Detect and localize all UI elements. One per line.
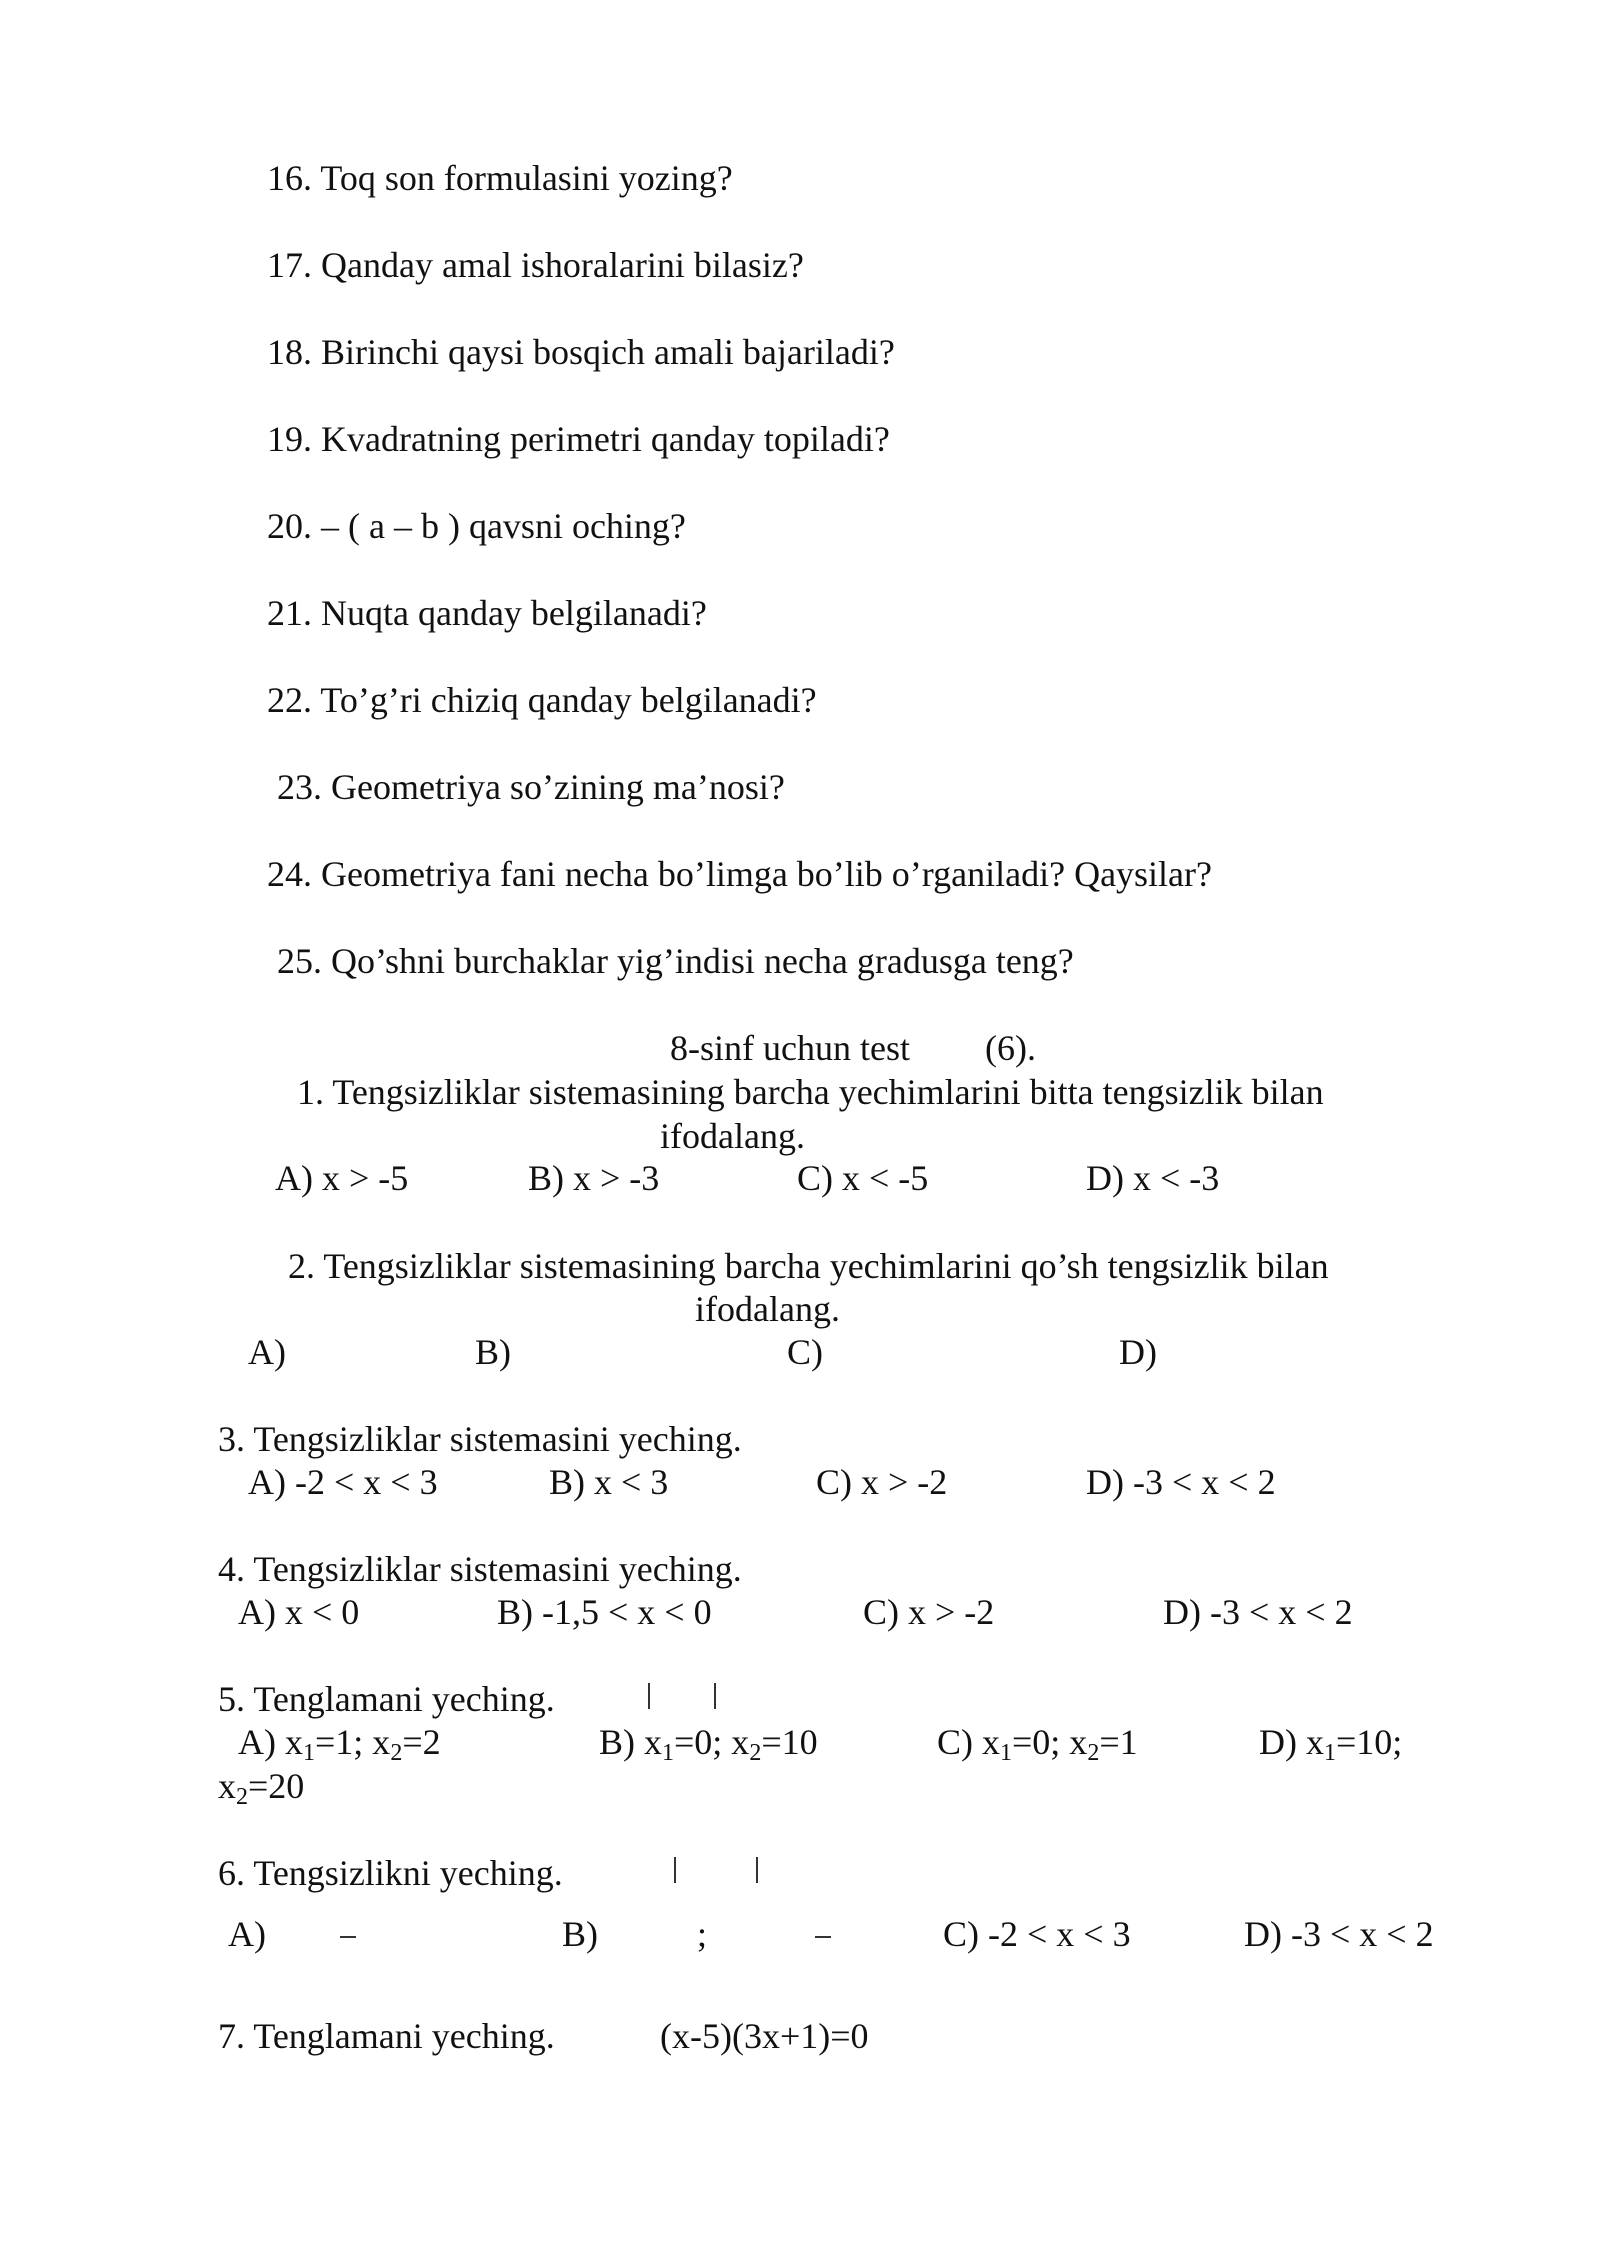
test-item-5-option-a: A) $x_1=1$; $x_2=2$ — [238, 1722, 441, 1766]
test-item-6-option-b: B) — [562, 1914, 598, 1954]
test-item-2-option-d: D) — [1119, 1332, 1157, 1372]
test-title: 8-sinf uchun test — [670, 1028, 910, 1068]
test-item-2-question-cont: ifodalang. — [695, 1289, 840, 1329]
question-25: 25. Qo’shni burchaklar yig’indisi necha gradusga teng? — [277, 941, 1074, 981]
question-20: 20. – ( a – b ) qavsni oching? — [267, 506, 686, 546]
absolute-value-bar — [714, 1683, 716, 1709]
test-item-5-question: 5. Tenglamani yeching. — [218, 1679, 555, 1719]
test-item-5-option-c: C) $x_1=0$; $x_2=1$ — [937, 1722, 1138, 1766]
test-item-3-question: 3. Tengsizliklar sistemasini yeching. — [218, 1419, 742, 1459]
question-16: 16. Toq son formulasini yozing? — [267, 158, 733, 198]
question-19: 19. Kvadratning perimetri qanday topiladi? — [267, 419, 890, 459]
absolute-value-bar — [648, 1683, 650, 1709]
test-item-1-option-d: D) x < -3 — [1086, 1158, 1220, 1198]
test-item-3-option-d: D) -3 < x < 2 — [1086, 1462, 1276, 1502]
test-item-5-option-d-cont: $x_2=20$ — [218, 1766, 305, 1810]
test-item-1-question: 1. Tengsizliklar sistemasining barcha yechimlarini bitta tengsizlik bilan — [297, 1072, 1324, 1112]
test-item-5-option-b: B) $x_1=0$; $x_2=10$ — [599, 1722, 818, 1766]
test-item-1-option-b: B) x > -3 — [528, 1158, 660, 1198]
test-item-2-option-b: B) — [475, 1332, 511, 1372]
absolute-value-bar — [756, 1857, 758, 1883]
test-number: (6). — [985, 1028, 1036, 1068]
test-item-2-question: 2. Tengsizliklar sistemasining barcha yechimlarini qo’sh tengsizlik bilan — [288, 1246, 1329, 1286]
test-item-6-option-d: D) -3 < x < 2 — [1244, 1914, 1434, 1954]
test-item-4-option-c: C) x > -2 — [863, 1592, 995, 1632]
test-item-7-question: 7. Tenglamani yeching. — [218, 2016, 555, 2056]
test-item-3-option-c: C) x > -2 — [816, 1462, 948, 1502]
test-item-4-option-a: A) x < 0 — [238, 1592, 360, 1632]
test-item-2-option-a: A) — [248, 1332, 286, 1372]
question-21: 21. Nuqta qanday belgilanadi? — [267, 593, 707, 633]
question-24: 24. Geometriya fani necha bo’limga bo’lib o’rganiladi? Qaysilar? — [267, 854, 1212, 894]
test-item-1-option-c: C) x < -5 — [797, 1158, 929, 1198]
test-item-6-option-a: A) — [228, 1914, 266, 1954]
test-item-3-option-b: B) x < 3 — [549, 1462, 669, 1502]
test-item-4-option-d: D) -3 < x < 2 — [1163, 1592, 1353, 1632]
test-item-6-option-b-separator: ; — [697, 1914, 708, 1954]
test-item-1-option-a: A) x > -5 — [275, 1158, 409, 1198]
question-23: 23. Geometriya so’zining ma’nosi? — [277, 767, 785, 807]
test-item-3-option-a: A) -2 < x < 3 — [248, 1462, 438, 1502]
test-item-7-equation: (x-5)(3x+1)=0 — [660, 2016, 869, 2056]
test-item-4-question: 4. Tengsizliklar sistemasini yeching. — [218, 1549, 742, 1589]
test-item-5-option-d: D) $x_1=10$; — [1259, 1722, 1403, 1766]
minus-sign — [815, 1936, 831, 1938]
test-item-2-option-c: C) — [787, 1332, 823, 1372]
question-18: 18. Birinchi qaysi bosqich amali bajariladi? — [267, 332, 895, 372]
test-item-1-question-cont: ifodalang. — [660, 1116, 805, 1156]
test-item-6-question: 6. Tengsizlikni yeching. — [218, 1853, 563, 1893]
question-17: 17. Qanday amal ishoralarini bilasiz? — [267, 245, 804, 285]
test-item-4-option-b: B) -1,5 < x < 0 — [497, 1592, 712, 1632]
question-22: 22. To’g’ri chiziq qanday belgilanadi? — [267, 680, 817, 720]
absolute-value-bar — [674, 1857, 676, 1883]
test-item-6-option-c: C) -2 < x < 3 — [943, 1914, 1131, 1954]
minus-sign — [340, 1936, 356, 1938]
